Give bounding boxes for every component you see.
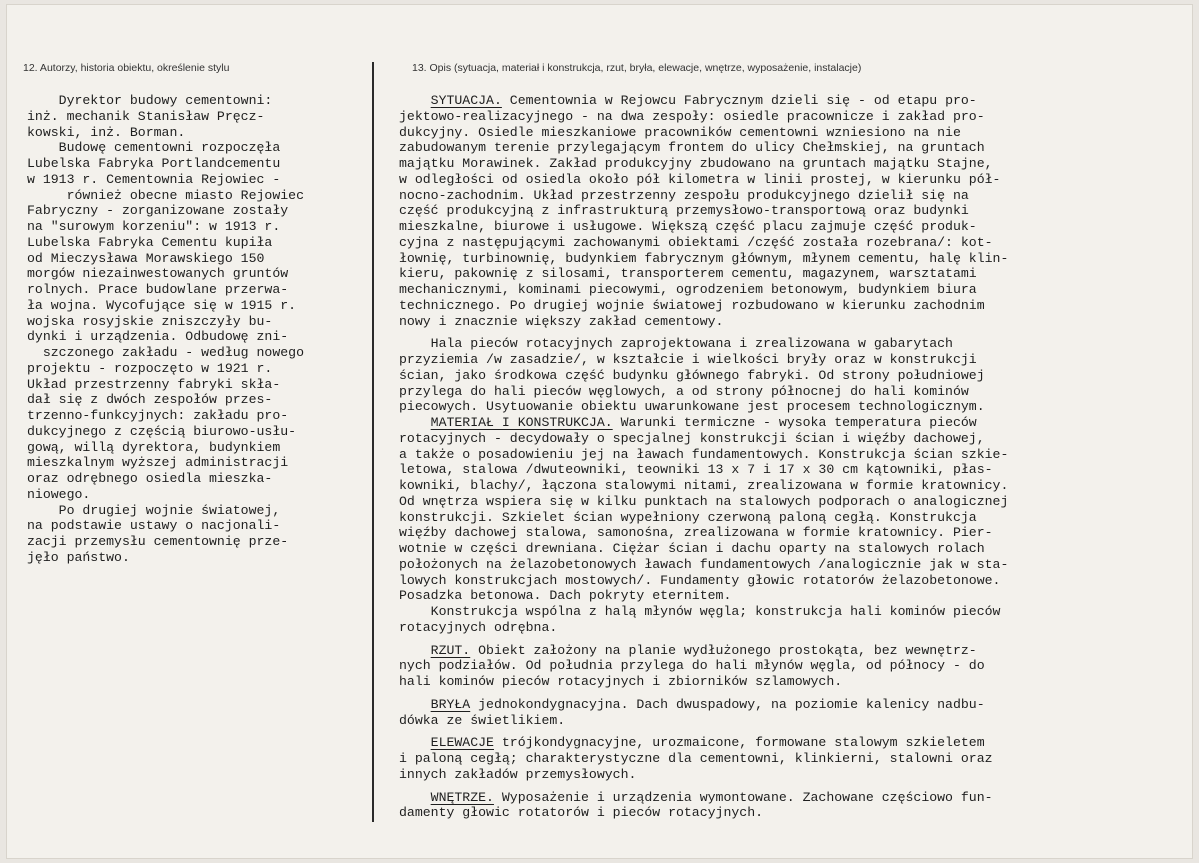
section-heading: RZUT. — [430, 642, 471, 658]
text-line — [399, 399, 1008, 415]
line-text: hali kominów pieców rotacyjnych i zbiorników szlamowych. — [399, 674, 843, 689]
text-line: dynki i urządzenia. Odbudowę zni- — [27, 329, 289, 345]
text-line: trzenno-funkcyjnych: zakładu pro- — [27, 408, 289, 423]
text-line — [399, 282, 1008, 298]
line-text: Cementownia w Rejowcu Fabrycznym dzieli się - od etapu pro- — [501, 93, 977, 108]
text-line — [399, 219, 1008, 235]
text-line: Układ przestrzenny fabryki skła- — [27, 376, 281, 392]
line-text: rotacyjnych - decydowały o specjalnej konstrukcji ścian i więźby dachowej, — [399, 430, 985, 446]
line-text: rotacyjnych odrębna. — [399, 619, 558, 635]
text-line: mieszkalnym wyższej administracji — [27, 455, 289, 471]
line-text: Posadzka betonowa. Dach pokryty eternitem. — [399, 588, 732, 604]
text-line — [399, 541, 1008, 557]
text-line: Budowę cementowni rozpoczęła — [27, 140, 281, 156]
text-line: zacji przemysłu cementownię prze- — [27, 534, 289, 549]
text-line: od Mieczysława Morawskiego 150 — [27, 250, 265, 266]
description-text — [399, 93, 1008, 821]
line-text: w odległości od osiedla około pół kilometra w linii prostej, w kierunku pół- — [399, 171, 1001, 187]
text-line: na podstawie ustawy o nacjonali- — [27, 518, 281, 534]
text-line: Lubelska Fabryka Cementu kupiła — [27, 234, 273, 250]
text-line: również obecne miasto Rejowiec — [27, 187, 304, 203]
text-line — [399, 109, 1008, 125]
text-line: kowski, inż. Borman. — [27, 124, 186, 140]
history-text — [27, 93, 304, 566]
text-line — [399, 767, 1008, 783]
line-text: lowych konstrukcjach mostowych/. Fundamenty głowic rotatorów żelazobetonowe. — [399, 572, 1001, 588]
text-line: Po drugiej wojnie światowej, — [27, 502, 281, 518]
text-line: Fabryczny - zorganizowane zostały — [27, 203, 289, 219]
line-text: więźby dachowej stalowa, samonośna, zrealizowana w formie kratownicy. Pier- — [399, 525, 993, 541]
line-text: Warunki termiczne - wysoka temperatura pieców — [612, 415, 977, 430]
text-line — [399, 368, 1008, 384]
text-line — [399, 735, 1008, 751]
line-text: położonych na żelazobetonowych ławach fundamentowych /analogicznie jak w sta- — [399, 556, 1009, 572]
line-text: przyziemia /w zasadzie/, w kształcie i wielkości bryły oraz w konstrukcji — [399, 352, 977, 367]
text-line — [399, 510, 1008, 526]
text-line — [399, 751, 1008, 767]
text-line: oraz odrębnego osiedla mieszka- — [27, 471, 273, 486]
text-line — [399, 125, 1008, 141]
text-line: ła wojna. Wycofujące się w 1915 r. — [27, 297, 297, 313]
text-line: rolnych. Prace budowlane przerwa- — [27, 282, 289, 297]
text-line — [399, 525, 1008, 541]
text-line — [399, 203, 1008, 219]
line-text: Obiekt założony na planie wydłużonego prostokąta, bez wewnętrz- — [470, 642, 977, 658]
text-line — [399, 352, 1008, 368]
line-text: nych podziałów. Od południa przylega do hali młynów węgla, od północy - do — [399, 658, 985, 674]
text-line — [399, 697, 1008, 713]
section-heading: BRYŁA — [430, 696, 471, 712]
text-line: inż. mechanik Stanisław Pręcz- — [27, 108, 265, 124]
text-line — [399, 336, 1008, 352]
line-text: zabudowanym terenie przylegającym frontem do ulicy Chełmskiej, na gruntach — [399, 140, 985, 156]
text-line: szczonego zakładu - według nowego — [27, 345, 304, 360]
text-line — [399, 620, 1008, 636]
text-line — [399, 573, 1008, 589]
text-line — [399, 298, 1008, 314]
line-text: cyjna z następującymi zachowanymi obiektami /część została rozebrana/: kot- — [399, 234, 993, 250]
text-line — [399, 658, 1008, 674]
text-line: dukcyjnego z częścią biurowo-usłu- — [27, 423, 297, 439]
text-line: morgów niezainwestowanych gruntów — [27, 266, 289, 282]
text-line — [399, 251, 1008, 267]
line-text: Konstrukcja wspólna z halą młynów węgla; konstrukcja hali kominów pieców — [399, 604, 1001, 619]
section-heading: WNĘTRZE. — [430, 789, 494, 805]
line-text: łownię, turbinownię, budynkiem fabrycznym głównym, młynem cementu, halę klin- — [399, 250, 1009, 266]
text-line — [399, 604, 1008, 620]
line-text: i paloną cegłą; charakterystyczne dla cementowni, klinkierni, stalowni oraz — [399, 751, 993, 766]
line-text: kieru, pakownię z silosami, transporterem cementu, magazynem, warsztatami — [399, 266, 977, 282]
line-text: Hala pieców rotacyjnych zaprojektowana i zrealizowana w gabarytach — [399, 336, 953, 352]
line-text: jednokondygnacyjna. Dach dwuspadowy, na poziomie kalenicy nadbu- — [470, 696, 985, 712]
section-heading: SYTUACJA. — [430, 93, 502, 108]
line-text: przylega do hali pieców węglowych, a od strony północnej do hali kominów — [399, 383, 969, 399]
text-line: dał się z dwóch zespołów przes- — [27, 392, 273, 408]
text-line — [399, 266, 1008, 282]
text-line: na "surowym korzeniu": w 1913 r. — [27, 219, 281, 234]
text-line — [399, 790, 1008, 806]
text-line: Dyrektor budowy cementowni: — [27, 93, 273, 108]
text-line — [399, 713, 1008, 729]
text-line — [399, 588, 1008, 604]
line-text: dówka ze świetlikiem. — [399, 712, 566, 728]
line-text: część produkcyjną z infrastrukturą przemysłowo-transportową oraz budynki — [399, 203, 969, 219]
text-line — [399, 674, 1008, 690]
line-text: dukcyjny. Osiedle mieszkaniowe pracowników cementowni wzniesiono na nie — [399, 124, 961, 140]
line-text: konstrukcji. Szkielet ścian wypełniony czerwoną paloną cegłą. Konstrukcja — [399, 509, 977, 525]
text-line — [399, 478, 1008, 494]
line-text: letowa, stalowa /dwuteowniki, teowniki 13 x 7 i 17 x 30 cm kątowniki, płas- — [399, 462, 993, 478]
line-text: a także o posadowieniu jej na ławach fundamentowych. Konstrukcja ścian szkie- — [399, 446, 1009, 462]
text-line: niowego. — [27, 486, 91, 502]
text-line — [399, 431, 1008, 447]
text-line: Lubelska Fabryka Portlandcementu — [27, 156, 281, 171]
text-line: projektu - rozpoczęto w 1921 r. — [27, 360, 273, 376]
line-text: mechanicznymi, kominami piecowymi, ogrodzeniem betonowym, budynkiem biura — [399, 282, 977, 297]
line-text: damenty głowic rotatorów i pieców rotacyjnych. — [399, 805, 764, 821]
section-12-header: 12. Autorzy, historia obiektu, określenie stylu — [23, 62, 230, 74]
text-line — [399, 462, 1008, 478]
line-text: nowy i znacznie większy zakład cementowy. — [399, 313, 724, 329]
line-text: jektowo-realizacyjnego - na dwa zespoły: osiedle pracownicze i zakład pro- — [399, 108, 985, 124]
text-line: gową, willą dyrektora, budynkiem — [27, 439, 281, 455]
text-line — [399, 643, 1008, 659]
text-line — [399, 156, 1008, 172]
line-text: majątku Morawinek. Zakład produkcyjny zbudowano na gruntach majątku Stajne, — [399, 156, 993, 171]
text-line — [399, 235, 1008, 251]
text-line — [399, 314, 1008, 330]
text-line — [399, 172, 1008, 188]
text-line — [399, 447, 1008, 463]
line-text: piecowych. Usytuowanie obiektu uwarunkowane jest procesem technologicznym. — [399, 399, 985, 415]
line-text: technicznego. Po drugiej wojnie światowej rozbudowano w kierunku zachodnim — [399, 297, 985, 313]
line-text: mieszkalne, biurowe i usługowe. Większą część placu zajmuje część produk- — [399, 219, 977, 234]
section-heading: MATERIAŁ I KONSTRUKCJA. — [430, 415, 613, 430]
section-13-header: 13. Opis (sytuacja, materiał i konstrukcja, rzut, bryła, elewacje, wnętrze, wyposażenie, instalacje) — [412, 62, 862, 74]
text-line — [399, 415, 1008, 431]
text-line — [399, 384, 1008, 400]
text-line: wojska rosyjskie zniszczyły bu- — [27, 313, 273, 329]
line-text: kowniki, blachy/, łączona stalowymi nitami, zrealizowana w formie kratownicy. — [399, 478, 1009, 493]
text-line — [399, 557, 1008, 573]
line-text: ścian, jako środkowa część budynku głównego fabryki. Od strony południowej — [399, 367, 985, 383]
column-divider — [372, 62, 374, 822]
text-line: w 1913 r. Cementownia Rejowiec - — [27, 171, 281, 187]
line-text: Wyposażenie i urządzenia wymontowane. Zachowane częściowo fun- — [493, 789, 993, 805]
line-text: nocno-zachodnim. Układ przestrzenny zespołu produkcyjnego dzielił się na — [399, 187, 969, 203]
section-heading: ELEWACJE — [430, 735, 494, 751]
text-line — [399, 140, 1008, 156]
text-line: jęło państwo. — [27, 549, 130, 565]
line-text: trójkondygnacyjne, urozmaicone, formowane stalowym szkieletem — [493, 735, 985, 751]
text-line — [399, 494, 1008, 510]
text-line — [399, 805, 1008, 821]
text-line — [399, 188, 1008, 204]
text-line — [399, 93, 1008, 109]
line-text: Od wnętrza wspiera się w kilku punktach na stalowych podporach o analogicznej — [399, 493, 1009, 509]
line-text: wotnie w części drewniana. Ciężar ścian i dachu oparty na stalowych rolach — [399, 541, 985, 556]
line-text: innych zakładów przemysłowych. — [399, 766, 637, 782]
